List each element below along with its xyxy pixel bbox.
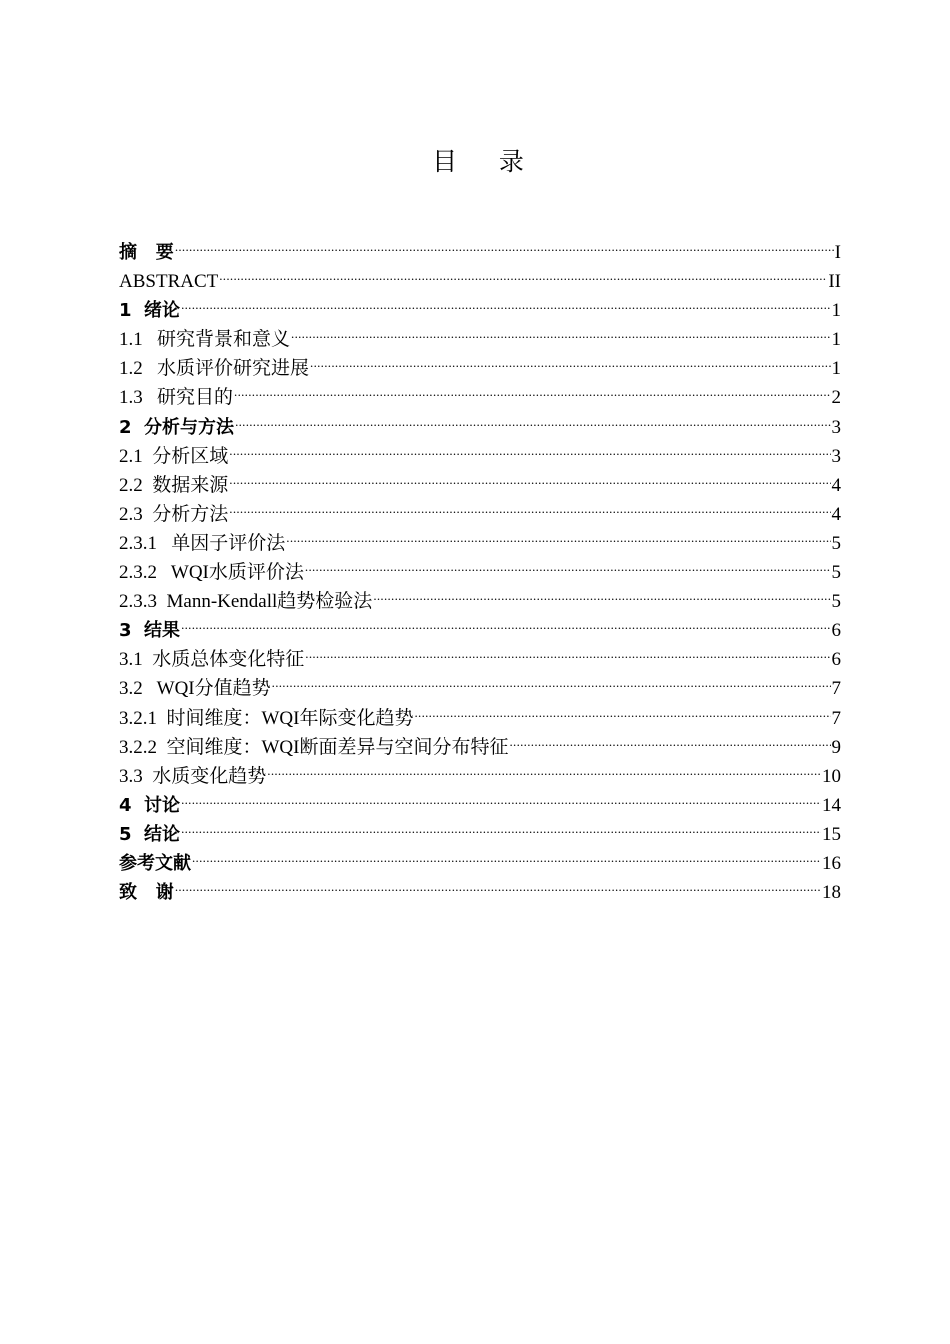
toc-entry-label: 3.2 WQI分值趋势: [119, 678, 271, 700]
toc-entry-label: ABSTRACT: [119, 271, 219, 293]
toc-dot-leader: [414, 695, 830, 724]
toc-dot-leader: [175, 229, 834, 258]
toc-entry-label: 3.1 水质总体变化特征: [119, 649, 305, 671]
toc-entry-label: 摘 要: [119, 242, 174, 263]
toc-dot-leader: [181, 811, 821, 840]
toc-entry-page: 1: [831, 358, 841, 380]
toc-entry-label: 1 绪论: [119, 300, 181, 322]
toc-entry-page: 14: [822, 794, 841, 816]
toc-dot-leader: [267, 753, 821, 782]
toc-dot-leader: [192, 840, 821, 869]
toc-entry-page: 4: [831, 503, 841, 525]
toc-dot-leader: [234, 374, 830, 403]
toc-entry-label: 3 结果: [119, 620, 181, 642]
toc-entry-page: 1: [831, 329, 841, 351]
toc-entry-page: 18: [822, 882, 841, 904]
toc-dot-leader: [310, 345, 830, 374]
toc-entry-page: 7: [831, 707, 841, 729]
toc-entry-label: 2.3.3 Mann-Kendall趋势检验法: [119, 591, 373, 613]
toc-dot-leader: [219, 258, 827, 287]
toc-dot-leader: [229, 491, 830, 520]
toc-dot-leader: [509, 724, 830, 753]
toc-dot-leader: [291, 316, 830, 345]
toc-entry[interactable]: [119, 840, 841, 874]
toc-entry-page: 7: [831, 678, 841, 700]
toc-dot-leader: [229, 462, 830, 491]
toc-entry-label: 3.2.1 时间维度：WQI年际变化趋势: [119, 707, 414, 729]
toc-dot-leader: [305, 549, 831, 578]
toc-entry-page: 16: [822, 852, 841, 874]
toc-entry[interactable]: [119, 287, 841, 322]
toc-entry-page: I: [834, 242, 841, 263]
toc-entry-label: 1.1 研究背景和意义: [119, 329, 291, 351]
toc-entry-page: 5: [831, 591, 841, 613]
toc-entry-label: 2.3.2 WQI水质评价法: [119, 562, 304, 584]
toc-entry-page: 6: [831, 649, 841, 671]
toc-dot-leader: [373, 578, 830, 607]
toc-entry-page: 10: [822, 765, 841, 787]
toc-entry[interactable]: [119, 782, 841, 816]
toc-dot-leader: [181, 607, 830, 636]
toc-entry[interactable]: [119, 229, 841, 263]
toc-dot-leader: [272, 665, 831, 694]
toc-entry-label: 5 结论: [119, 823, 181, 845]
toc-entry-page: 1: [831, 300, 841, 322]
toc-entry[interactable]: [119, 316, 841, 351]
toc-entry-page: 4: [831, 474, 841, 496]
toc-entry-label: 2 分析与方法: [119, 416, 235, 438]
toc-entry-page: II: [828, 271, 841, 293]
toc-entry-label: 4 讨论: [119, 794, 181, 816]
toc-entry-label: 2.2 数据来源: [119, 474, 229, 496]
toc-entry-page: 15: [822, 823, 841, 845]
toc-dot-leader: [229, 433, 830, 462]
toc-dot-leader: [181, 287, 830, 316]
toc-entry-page: 3: [831, 445, 841, 467]
toc-entry-label: 1.2 水质评价研究进展: [119, 358, 310, 380]
toc-entry-label: 致 谢: [119, 882, 174, 904]
toc-dot-leader: [286, 520, 830, 549]
toc-entry-page: 5: [831, 562, 841, 584]
table-of-contents: [119, 229, 841, 904]
toc-entry-page: 2: [831, 387, 841, 409]
toc-dot-leader: [181, 782, 821, 811]
toc-entry-label: 2.3 分析方法: [119, 503, 229, 525]
toc-entry[interactable]: [119, 636, 841, 671]
toc-entry-label: 3.3 水质变化趋势: [119, 765, 267, 787]
toc-entry[interactable]: [119, 869, 841, 904]
toc-dot-leader: [175, 869, 821, 898]
toc-entry[interactable]: [119, 811, 841, 845]
toc-entry-label: 3.2.2 空间维度：WQI断面差异与空间分布特征: [119, 736, 509, 758]
toc-entry-label: 1.3 研究目的: [119, 387, 234, 409]
toc-dot-leader: [305, 636, 830, 665]
toc-dot-leader: [235, 404, 830, 433]
toc-entry[interactable]: [119, 607, 841, 642]
toc-entry-label: 参考文献: [119, 852, 191, 874]
toc-entry-page: 9: [831, 736, 841, 758]
toc-entry-page: 3: [831, 416, 841, 438]
toc-entry-page: 5: [831, 532, 841, 554]
page-title: 目 录: [432, 147, 526, 176]
toc-entry[interactable]: [119, 258, 841, 293]
toc-entry-label: 2.3.1 单因子评价法: [119, 532, 286, 554]
toc-entry-label: 2.1 分析区域: [119, 445, 229, 467]
toc-entry-page: 6: [831, 620, 841, 642]
